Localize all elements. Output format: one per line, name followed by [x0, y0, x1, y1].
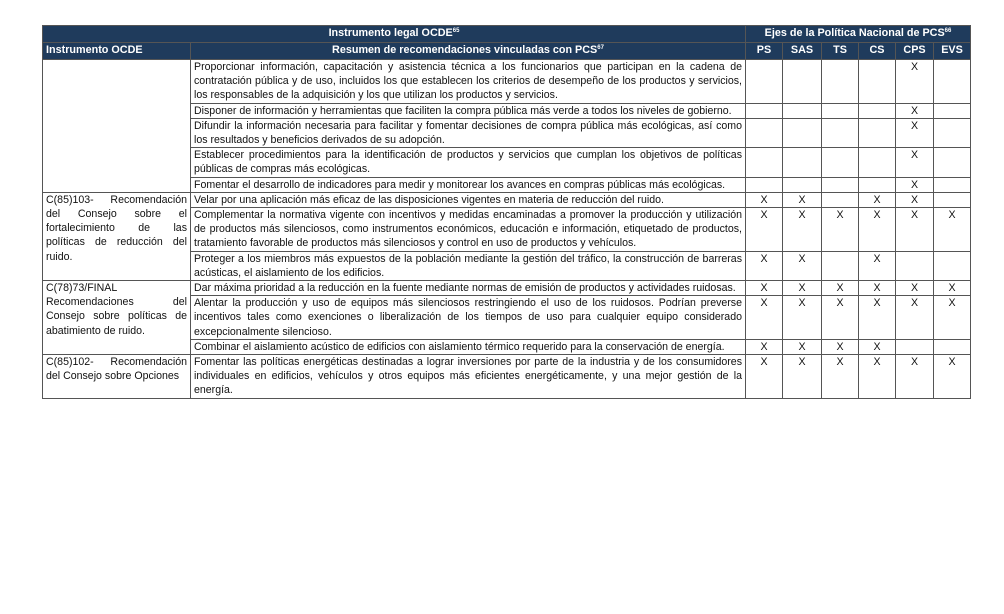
table-row: [43, 60, 971, 104]
header-row-top: [43, 26, 971, 43]
axis-mark-cell: X: [896, 355, 934, 399]
summary-title: Resumen de recomendaciones vinculadas con PCS: [332, 44, 598, 56]
axis-mark-cell: [859, 103, 896, 118]
document-page: [42, 25, 971, 399]
axis-mark-cell: X: [934, 208, 971, 252]
axis-mark-cell: [783, 177, 822, 192]
axis-mark-cell: X: [859, 208, 896, 252]
recommendation-cell: Difundir la información necesaria para facilitar y fomentar decisiones de compra pública más ecológicas, así como los resultados y beneficios derivados de su adopción.: [191, 118, 746, 147]
axis-mark-cell: X: [822, 339, 859, 354]
axis-mark-cell: [746, 103, 783, 118]
axis-mark-cell: X: [746, 355, 783, 399]
axis-mark-cell: [783, 148, 822, 177]
axis-mark-cell: [783, 103, 822, 118]
axis-mark-cell: X: [822, 296, 859, 340]
axis-mark-cell: [934, 103, 971, 118]
axis-mark-cell: X: [896, 281, 934, 296]
axes-title: Ejes de la Política Nacional de PCS: [764, 27, 945, 39]
axis-mark-cell: X: [896, 148, 934, 177]
axis-mark-cell: X: [934, 296, 971, 340]
axis-mark-cell: X: [934, 355, 971, 399]
axis-mark-cell: X: [783, 208, 822, 252]
axis-mark-cell: X: [859, 296, 896, 340]
axis-mark-cell: [822, 60, 859, 104]
instrument-cell: C(85)102- Recomendación del Consejo sobre Opciones: [43, 355, 191, 399]
recommendation-cell: Fomentar el desarrollo de indicadores para medir y monitorear los avances en compras públicas más ecológicas.: [191, 177, 746, 192]
axis-mark-cell: [746, 177, 783, 192]
axis-mark-cell: X: [859, 281, 896, 296]
table-row: [43, 355, 971, 399]
recommendation-cell: Fomentar las políticas energéticas destinadas a lograr inversiones por parte de la industria y de los consumidores individuales en edificios, vehículos y otros equipos más eficientes energéticamente, y una mejor gestión de la energía.: [191, 355, 746, 399]
axes-header: [746, 26, 971, 43]
instrument-legal-title: Instrumento legal OCDE: [328, 27, 453, 39]
axis-mark-cell: [859, 177, 896, 192]
footnote-ref: 66: [944, 28, 952, 34]
axis-mark-cell: [896, 339, 934, 354]
recommendation-cell: Proporcionar información, capacitación y asistencia técnica a los funcionarios que participan en la cadena de contratación pública y de uso, incluidos los que establecen los criterios de desempeño de los productos y servicios, los responsables de la adquisición y los que utilizan los productos y servicios.: [191, 60, 746, 104]
axis-mark-cell: [859, 148, 896, 177]
col-header-axis: CPS: [896, 43, 934, 60]
axis-mark-cell: X: [859, 251, 896, 280]
recommendation-cell: Disponer de información y herramientas que faciliten la compra pública más verde a todos los niveles de gobierno.: [191, 103, 746, 118]
axis-mark-cell: [822, 148, 859, 177]
recommendation-cell: Proteger a los miembros más expuestos de la población mediante la gestión del tráfico, la construcción de barreras acústicas, el aislamiento de los edificios.: [191, 251, 746, 280]
axis-mark-cell: X: [859, 192, 896, 207]
axis-mark-cell: [934, 118, 971, 147]
axis-mark-cell: X: [934, 281, 971, 296]
axis-mark-cell: [896, 251, 934, 280]
table-row: [43, 281, 971, 296]
axis-mark-cell: X: [896, 192, 934, 207]
axis-mark-cell: [934, 339, 971, 354]
axis-mark-cell: X: [783, 251, 822, 280]
axis-mark-cell: X: [746, 192, 783, 207]
axis-mark-cell: [822, 251, 859, 280]
instrument-cell: C(85)103- Recomendación del Consejo sobre el fortalecimiento de las políticas de reducción del ruido.: [43, 192, 191, 280]
axis-mark-cell: [822, 103, 859, 118]
axis-mark-cell: X: [896, 177, 934, 192]
axis-mark-cell: X: [896, 296, 934, 340]
axis-mark-cell: X: [822, 355, 859, 399]
axis-mark-cell: X: [859, 355, 896, 399]
axis-mark-cell: [859, 60, 896, 104]
axis-mark-cell: X: [746, 208, 783, 252]
header-row-columns: [43, 43, 971, 60]
col-header-axis: EVS: [934, 43, 971, 60]
axis-mark-cell: X: [783, 296, 822, 340]
axis-mark-cell: X: [783, 192, 822, 207]
axis-mark-cell: [746, 118, 783, 147]
axis-mark-cell: [822, 192, 859, 207]
axis-mark-cell: X: [783, 281, 822, 296]
axis-mark-cell: X: [896, 208, 934, 252]
instrument-cell: C(78)73/FINAL Recomendaciones del Consejo sobre políticas de abatimiento de ruido.: [43, 281, 191, 355]
axis-mark-cell: X: [896, 118, 934, 147]
col-header-instrument: Instrumento OCDE: [43, 43, 191, 60]
axis-mark-cell: X: [859, 339, 896, 354]
axis-mark-cell: [934, 251, 971, 280]
recommendation-cell: Combinar el aislamiento acústico de edificios con aislamiento térmico requerido para la conservación de energía.: [191, 339, 746, 354]
axis-mark-cell: [783, 118, 822, 147]
axis-mark-cell: X: [746, 251, 783, 280]
recommendations-table: [42, 25, 971, 399]
axis-mark-cell: [934, 192, 971, 207]
footnote-ref: 67: [597, 45, 604, 51]
axis-mark-cell: [934, 148, 971, 177]
axis-mark-cell: X: [746, 296, 783, 340]
axis-mark-cell: [934, 177, 971, 192]
recommendation-cell: Establecer procedimientos para la identificación de productos y servicios que cumplan los objetivos de políticas públicas de compras más ecológicas.: [191, 148, 746, 177]
table-body: [43, 60, 971, 399]
axis-mark-cell: [822, 177, 859, 192]
col-header-axis: PS: [746, 43, 783, 60]
axis-mark-cell: X: [783, 339, 822, 354]
col-header-summary: [191, 43, 746, 60]
axis-mark-cell: [859, 118, 896, 147]
axis-mark-cell: X: [746, 281, 783, 296]
axis-mark-cell: X: [822, 208, 859, 252]
axis-mark-cell: X: [896, 60, 934, 104]
instrument-cell: [43, 60, 191, 193]
recommendation-cell: Velar por una aplicación más eficaz de las disposiciones vigentes en materia de reducción del ruido.: [191, 192, 746, 207]
axis-mark-cell: [934, 60, 971, 104]
recommendation-cell: Alentar la producción y uso de equipos más silenciosos restringiendo el uso de los ruidosos. Podrían preverse incentivos tales como exenciones o liberalización de los tiempos de uso para cualquier equipo considerado excepcionalmente silencioso.: [191, 296, 746, 340]
recommendation-cell: Complementar la normativa vigente con incentivos y medidas encaminadas a promover la producción y utilización de productos más silenciosos, como instrumentos económicos, educación e información, etiquetado de productos, tratamiento favorable de productos más silenciosos y control en uso de productos y vehículos.: [191, 208, 746, 252]
axis-mark-cell: X: [746, 339, 783, 354]
footnote-ref: 65: [452, 28, 460, 34]
axis-mark-cell: X: [783, 355, 822, 399]
col-header-axis: CS: [859, 43, 896, 60]
axis-mark-cell: X: [896, 103, 934, 118]
axis-mark-cell: [822, 118, 859, 147]
axis-mark-cell: [746, 60, 783, 104]
table-row: [43, 192, 971, 207]
axis-mark-cell: [783, 60, 822, 104]
recommendation-cell: Dar máxima prioridad a la reducción en la fuente mediante normas de emisión de productos y actividades ruidosas.: [191, 281, 746, 296]
axis-mark-cell: [746, 148, 783, 177]
instrument-legal-header: [43, 26, 746, 43]
col-header-axis: SAS: [783, 43, 822, 60]
axis-mark-cell: X: [822, 281, 859, 296]
col-header-axis: TS: [822, 43, 859, 60]
